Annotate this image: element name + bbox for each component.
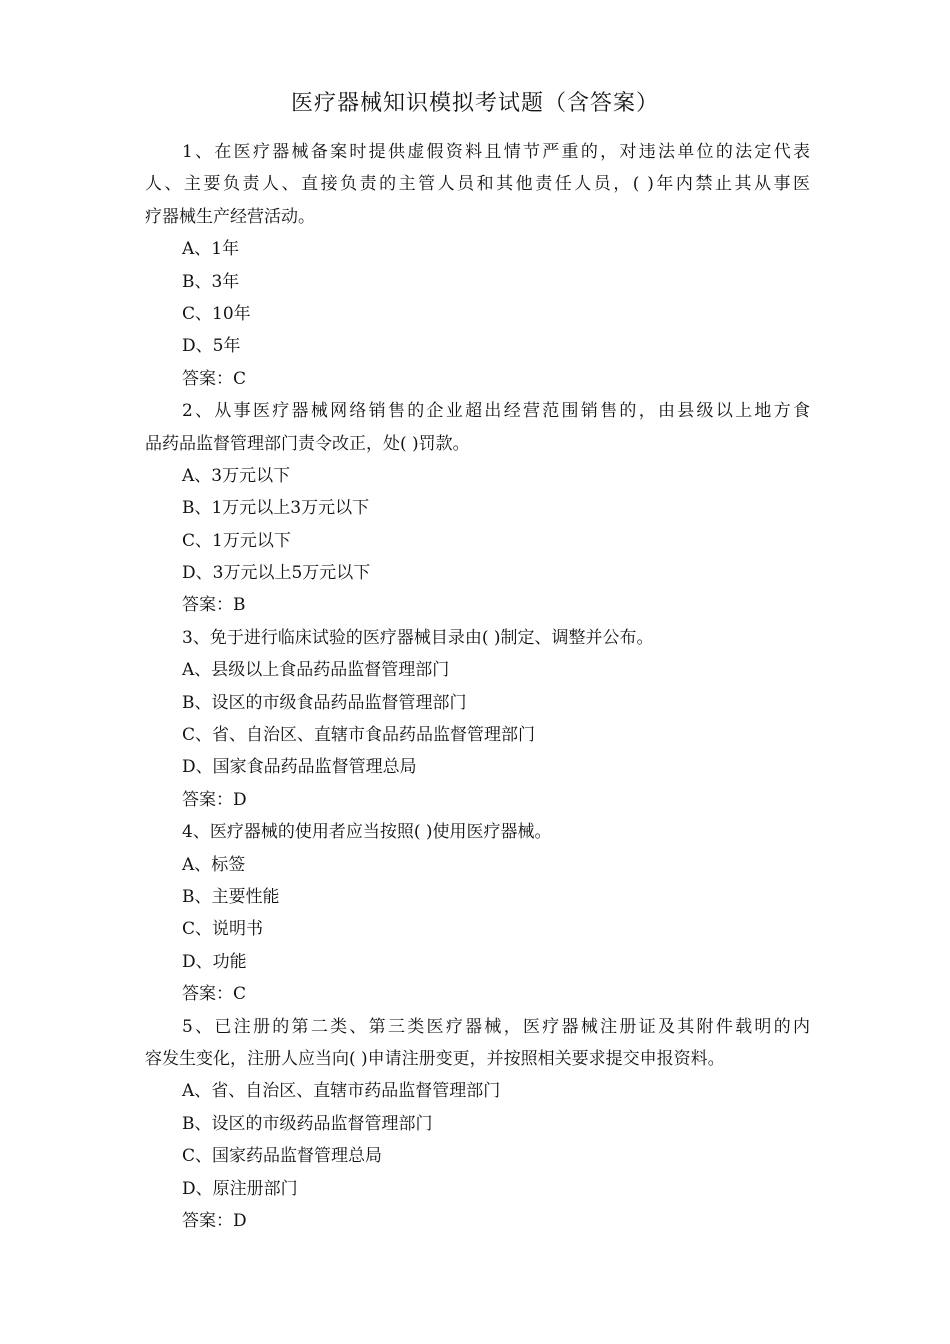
- option-d: D、3万元以上5万元以下: [182, 563, 371, 584]
- question-stem-line: 品药品监督管理部门责令改正，处( )罚款。: [145, 433, 470, 454]
- option-c: C、省、自治区、直辖市食品药品监督管理部门: [182, 725, 536, 746]
- option-c: C、说明书: [182, 919, 264, 940]
- question-stem-line: 4、医疗器械的使用者应当按照( )使用医疗器械。: [182, 822, 552, 843]
- option-a: A、1年: [182, 239, 240, 260]
- question-3: [145, 622, 810, 816]
- question-stem-line: 容发生变化，注册人应当向( )申请注册变更，并按照相关要求提交申报资料。: [145, 1048, 725, 1069]
- option-a: A、县级以上食品药品监督管理部门: [182, 660, 450, 681]
- question-2: [145, 395, 810, 622]
- question-5: [145, 1011, 810, 1238]
- option-b: B、设区的市级食品药品监督管理部门: [182, 692, 467, 713]
- answer: 答案：C: [182, 368, 247, 389]
- question-stem-line: 1、在医疗器械备案时提供虚假资料且情节严重的，对违法单位的法定代表: [182, 142, 810, 162]
- option-c: C、1万元以下: [182, 530, 291, 551]
- question-stem-line: 3、免于进行临床试验的医疗器械目录由( )制定、调整并公布。: [182, 627, 654, 648]
- question-list: [145, 136, 810, 1237]
- question-stem-line: 5、已注册的第二类、第三类医疗器械，医疗器械注册证及其附件载明的内: [182, 1016, 810, 1037]
- option-b: B、设区的市级药品监督管理部门: [182, 1113, 433, 1134]
- option-a: A、省、自治区、直辖市药品监督管理部门: [182, 1081, 501, 1102]
- answer: 答案：C: [182, 984, 247, 1005]
- answer: 答案：D: [182, 789, 247, 810]
- question-stem-line: 疗器械生产经营活动。: [145, 206, 315, 227]
- option-c: C、10年: [182, 303, 251, 324]
- option-a: A、3万元以下: [182, 465, 291, 486]
- option-d: D、原注册部门: [182, 1178, 298, 1199]
- option-b: B、3年: [182, 271, 240, 292]
- option-c: C、国家药品监督管理总局: [182, 1146, 383, 1167]
- question-stem-line: 2、从事医疗器械网络销售的企业超出经营范围销售的，由县级以上地方食: [182, 401, 810, 422]
- document-title: 医疗器械知识模拟考试题（含答案）: [290, 91, 659, 116]
- answer: 答案：D: [182, 1210, 247, 1231]
- question-4: [145, 816, 810, 1010]
- option-d: D、功能: [182, 951, 247, 972]
- answer: 答案：B: [182, 595, 246, 616]
- question-1: [145, 136, 810, 395]
- option-b: B、主要性能: [182, 886, 280, 907]
- option-d: D、国家食品药品监督管理总局: [182, 757, 417, 778]
- option-d: D、5年: [182, 336, 241, 357]
- question-stem-line: 人、主要负责人、直接负责的主管人员和其他责任人员，( )年内禁止其从事医: [145, 174, 810, 195]
- option-a: A、标签: [182, 854, 246, 875]
- option-b: B、1万元以上3万元以下: [182, 498, 370, 519]
